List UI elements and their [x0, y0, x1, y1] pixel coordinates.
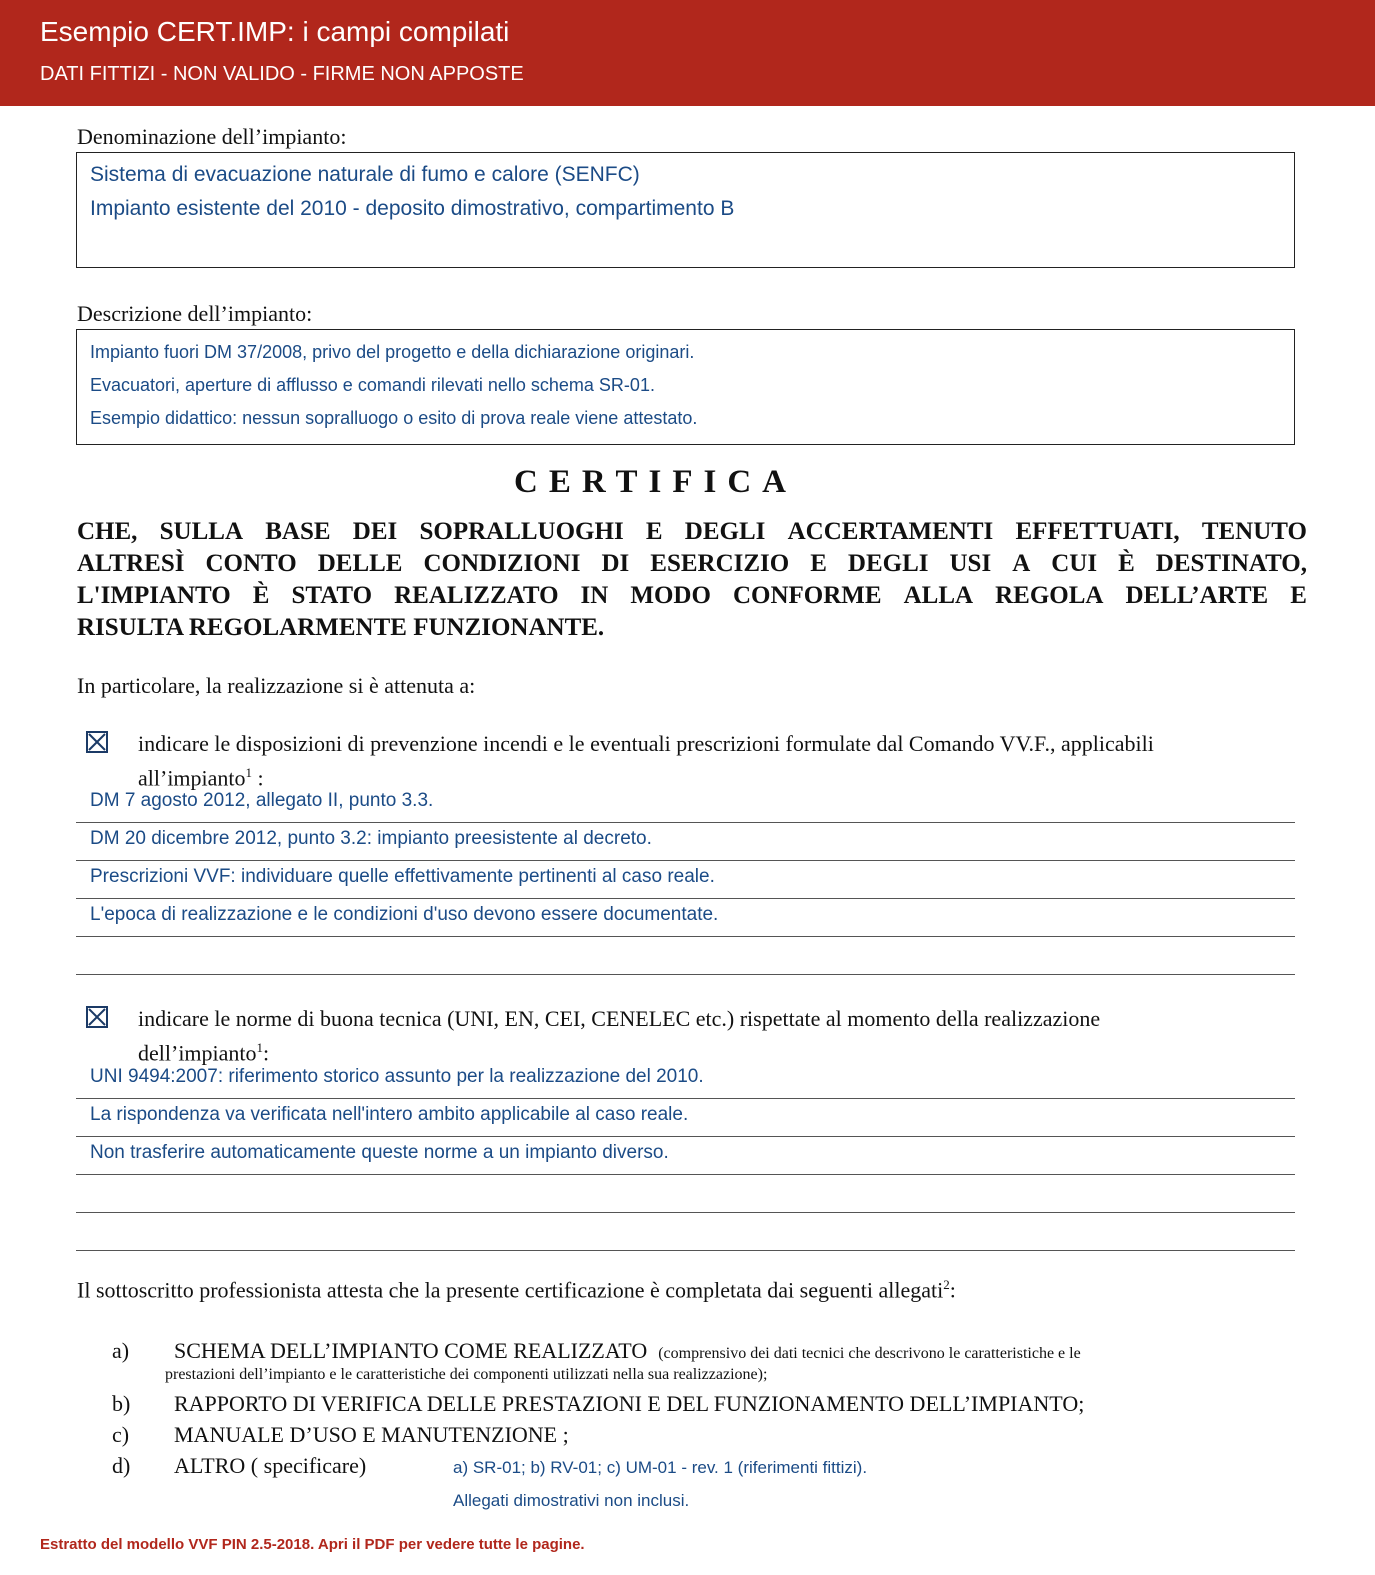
regulation-entry-field[interactable]: [76, 899, 1295, 937]
statement-word: CONTO: [205, 550, 297, 577]
section1-suffix: :: [252, 765, 264, 791]
statement-word: DI: [601, 550, 630, 577]
allegato-item-a: [112, 1338, 1081, 1364]
denominazione-field[interactable]: [76, 152, 1295, 268]
certifica-statement-line: [77, 548, 1307, 580]
descrizione-line: Impianto fuori DM 37/2008, privo del progetto e della dichiarazione originari.: [90, 342, 695, 362]
allegato-key: b): [112, 1391, 131, 1416]
banner-subtitle: DATI FITTIZI - NON VALIDO - FIRME NON APPOSTE: [40, 63, 524, 85]
header-banner: [0, 0, 1375, 106]
statement-word: STATO: [291, 582, 373, 609]
standard-entry-field[interactable]: [76, 1175, 1295, 1213]
allegato-title: MANUALE D’USO E MANUTENZIONE ;: [174, 1422, 569, 1447]
section1-instruction: [138, 729, 1298, 792]
section1-line1: indicare le disposizioni di prevenzione incendi e le eventuali prescrizioni formulate dal Comando VV.F., applicabili: [138, 731, 1154, 756]
statement-word: È: [1118, 550, 1135, 577]
statement-word: ALLA: [903, 582, 974, 609]
descrizione-field[interactable]: [76, 329, 1295, 445]
statement-word: E: [810, 550, 827, 577]
section2-instruction: [138, 1004, 1298, 1067]
denominazione-line: Sistema di evacuazione naturale di fumo e calore (SENFC): [90, 163, 640, 186]
certifica-statement-line: [77, 516, 1307, 548]
statement-word: IN: [580, 582, 609, 609]
statement-word: EFFETTUATI,: [1015, 518, 1180, 545]
standard-entry-field[interactable]: [76, 1137, 1295, 1175]
banner-title: Esempio CERT.IMP: i campi compilati: [40, 16, 510, 47]
standard-entry: La rispondenza va verificata nell'intero ambito applicabile al caso reale.: [90, 1104, 689, 1125]
regulation-entry-field[interactable]: [76, 861, 1295, 899]
allegato-title: RAPPORTO DI VERIFICA DELLE PRESTAZIONI E DEL FUNZIONAMENTO DELL’IMPIANTO;: [174, 1391, 1085, 1416]
statement-word: REGOLA: [995, 582, 1104, 609]
regulation-entry: DM 20 dicembre 2012, punto 3.2: impianto preesistente al decreto.: [90, 828, 652, 849]
statement-word: A: [1012, 550, 1031, 577]
standard-entry-field[interactable]: [76, 1061, 1295, 1099]
statement-word: DESTINATO,: [1155, 550, 1307, 577]
allegato-item-b: [112, 1391, 1084, 1417]
statement-word: DELL’ARTE: [1125, 582, 1269, 609]
regulation-entry-field[interactable]: [76, 785, 1295, 823]
statement-word: RISULTA REGOLARMENTE FUNZIONANTE.: [77, 614, 605, 641]
statement-word: ESERCIZIO: [650, 550, 790, 577]
section2-suffix: :: [263, 1040, 270, 1066]
section2-line1: indicare le norme di buona tecnica (UNI, EN, CEI, CENELEC etc.) rispettate al momento della realizzazione: [138, 1006, 1101, 1031]
allegato-key: c): [112, 1422, 130, 1447]
statement-word: TENUTO: [1201, 518, 1307, 545]
regulation-entry: Prescrizioni VVF: individuare quelle effettivamente pertinenti al caso reale.: [90, 866, 715, 887]
statement-word: SULLA: [159, 518, 244, 545]
allegato-title: SCHEMA DELL’IMPIANTO COME REALIZZATO: [174, 1338, 648, 1363]
attesta-text: [77, 1277, 956, 1303]
statement-word: CONDIZIONI: [423, 550, 581, 577]
section2-line2: dell’impianto: [138, 1040, 257, 1066]
regulation-entry: L'epoca di realizzazione e le condizioni d'uso devono essere documentate.: [90, 904, 719, 925]
standard-entry-field[interactable]: [76, 1213, 1295, 1251]
standard-entry: Non trasferire automaticamente queste norme a un impianto diverso.: [90, 1142, 669, 1163]
footnote-ref: 1: [245, 765, 253, 780]
certifica-heading: CERTIFICA: [513, 464, 798, 500]
allegato-item-d: [112, 1453, 366, 1479]
statement-word: L'IMPIANTO: [77, 582, 231, 609]
checked-checkbox-icon[interactable]: [86, 731, 108, 753]
particolare-text: In particolare, la realizzazione si è attenuta a:: [77, 673, 476, 698]
allegato-key: d): [112, 1453, 131, 1478]
statement-word: CUI: [1051, 550, 1098, 577]
statement-word: BASE: [265, 518, 331, 545]
allegato-key: a): [112, 1338, 130, 1363]
descrizione-line: Esempio didattico: nessun sopralluogo o esito di prova reale viene attestato.: [90, 408, 698, 428]
denominazione-label: Denominazione dell’impianto:: [77, 124, 347, 149]
section1-line2: all’impianto: [138, 765, 246, 791]
statement-word: SOPRALLUOGHI: [419, 518, 624, 545]
checked-checkbox-icon[interactable]: [86, 1006, 108, 1028]
statement-word: DEI: [352, 518, 398, 545]
descrizione-label: Descrizione dell’impianto:: [77, 301, 313, 326]
allegato-title: ALTRO ( specificare): [174, 1453, 367, 1478]
footnote-ref: 2: [943, 1277, 950, 1292]
altro-specificare-field[interactable]: a) SR-01; b) RV-01; c) UM-01 - rev. 1 (riferimenti fittizi).: [453, 1458, 868, 1477]
regulation-entry: DM 7 agosto 2012, allegato II, punto 3.3.: [90, 790, 434, 811]
statement-word: USI: [949, 550, 992, 577]
certifica-statement: [77, 516, 1307, 646]
statement-word: REALIZZATO: [394, 582, 559, 609]
statement-word: E: [1290, 582, 1307, 609]
attesta-sentence: Il sottoscritto professionista attesta che la presente certificazione è completata dai seguenti allegati: [77, 1277, 944, 1303]
statement-word: DEGLI: [847, 550, 929, 577]
certifica-statement-line: [77, 580, 1307, 612]
allegato-item-c: [112, 1422, 569, 1448]
footnote-ref: 1: [256, 1040, 264, 1055]
statement-word: CHE,: [77, 518, 138, 545]
statement-word: CONFORME: [732, 582, 882, 609]
allegato-note: (comprensivo dei dati tecnici che descrivono le caratteristiche e le: [658, 1345, 1081, 1362]
statement-word: MODO: [630, 582, 711, 609]
standard-entry: UNI 9494:2007: riferimento storico assunto per la realizzazione del 2010.: [90, 1066, 704, 1087]
regulation-entry-field[interactable]: [76, 937, 1295, 975]
attesta-suffix: :: [949, 1277, 956, 1303]
statement-word: ACCERTAMENTI: [787, 518, 994, 545]
footer-note: Estratto del modello VVF PIN 2.5-2018. Apri il PDF per vedere tutte le pagine.: [40, 1536, 585, 1553]
allegato-note-continued: prestazioni dell’impianto e le caratteristiche dei componenti utilizzati nella sua realizzazione);: [165, 1366, 768, 1383]
statement-word: DEGLI: [684, 518, 766, 545]
altro-specificare-field[interactable]: Allegati dimostrativi non inclusi.: [453, 1491, 690, 1510]
denominazione-line: Impianto esistente del 2010 - deposito dimostrativo, compartimento B: [90, 197, 735, 220]
statement-word: ALTRESÌ: [77, 550, 185, 577]
statement-word: E: [645, 518, 663, 545]
statement-word: DELLE: [317, 550, 403, 577]
descrizione-line: Evacuatori, aperture di afflusso e comandi rilevati nello schema SR-01.: [90, 375, 655, 395]
certifica-statement-line: [77, 612, 1307, 644]
standard-entry-field[interactable]: [76, 1099, 1295, 1137]
statement-word: È: [252, 582, 270, 609]
regulation-entry-field[interactable]: [76, 823, 1295, 861]
